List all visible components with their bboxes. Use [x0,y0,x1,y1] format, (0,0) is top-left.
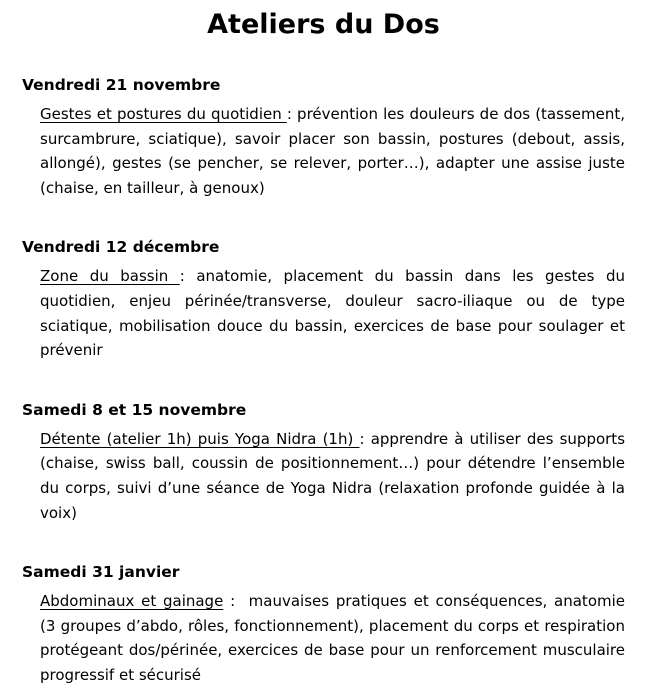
section-workshop-3 [22,399,625,525]
section-separator: : [359,429,371,448]
page-title: Ateliers du Dos [207,9,440,40]
section-date: Samedi 8 et 15 novembre [22,400,247,419]
section-description: prévention les douleurs de dos (tassement, surcambrure, sciatique), savoir placer son bassin, postures (debout, assis, allongé), gestes (se pencher, se relever, porter…), adapter une assise juste (chaise, en tailleur, à genoux) [40,105,625,197]
section-description: anatomie, placement du bassin dans les gestes du quotidien, enjeu périnée/transverse, douleur sacro-iliaque ou de type sciatique, mobilisation douce du bassin, exercices de base pour soulager et prévenir [40,267,625,360]
section-separator: : [286,105,298,123]
section-separator: : [179,267,197,286]
section-topic: Zone du bassin [40,267,180,286]
section-separator: : [223,592,249,611]
section-date: Samedi 31 janvier [22,563,180,582]
section-date: Vendredi 21 novembre [22,76,221,94]
section-date: Vendredi 12 décembre [22,238,220,257]
section-workshop-1 [22,74,625,200]
section-topic: Abdominaux et gainage [40,592,224,611]
section-topic: Détente (atelier 1h) puis Yoga Nidra (1h) [40,429,360,448]
section-topic: Gestes et postures du quotidien [40,105,287,123]
section-paragraph [40,589,625,687]
section-description: apprendre à utiliser des supports (chaise, swiss ball, coussin de positionnement…) pour détendre l’ensemble du corps, suivi d’une séance de Yoga Nidra (relaxation profonde guidée à la voix) [40,429,626,522]
section-paragraph [40,427,625,525]
section-workshop-2 [22,236,625,362]
section-workshop-4 [22,561,625,687]
section-paragraph [40,264,625,362]
section-paragraph [40,102,625,200]
section-description: mauvaises pratiques et conséquences, anatomie (3 groupes d’abdo, rôles, fonctionnement), placement du corps et respiration protégeant dos/périnée, exercices de base pour un renforcement musculaire progressif et sécurisé [40,592,626,684]
